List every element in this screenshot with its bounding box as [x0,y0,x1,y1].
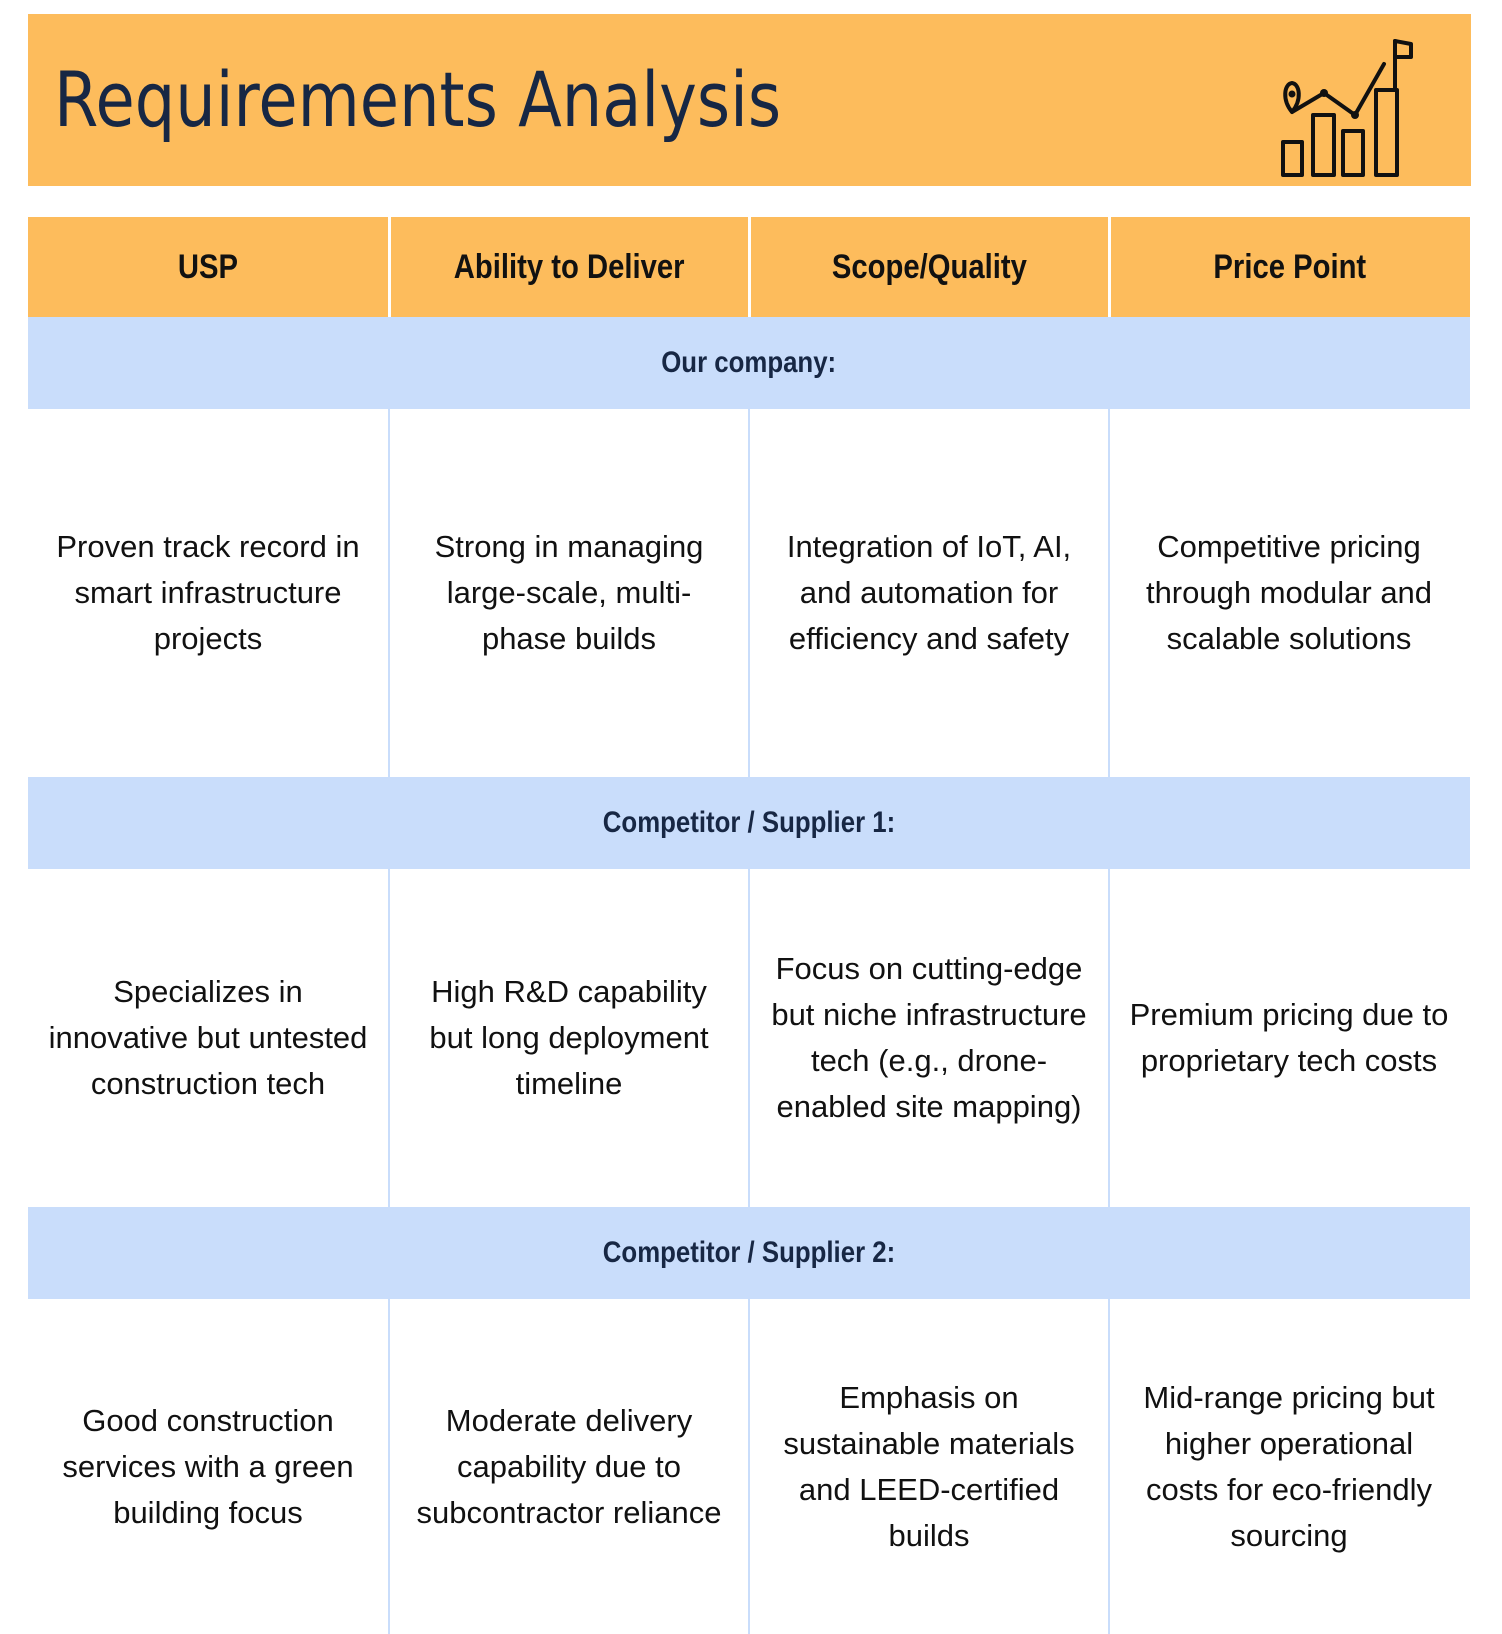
section-header-our-company: Our company: [28,317,1470,409]
column-header-row [28,217,1470,317]
table-row-our-company [28,409,1470,777]
growth-chart-icon [1280,38,1430,178]
column-header-ability-to-deliver: Ability to Deliver [388,217,748,317]
page-title: Requirements Analysis [54,55,782,144]
section-header-competitor-2: Competitor / Supplier 2: [28,1207,1470,1299]
table-cell: Emphasis on sustainable materials and LEED-certified builds [748,1299,1108,1634]
title-banner [28,14,1471,186]
table-cell: Competitive pricing through modular and scalable solutions [1108,409,1468,777]
table-row-competitor-2 [28,1299,1470,1634]
table-cell: Good construction services with a green building focus [62,1402,354,1530]
table-cell: Mid-range pricing but higher operational costs for eco-friendly sourcing [1108,1299,1468,1634]
table-cell: Strong in managing large-scale, multi-phase builds [388,409,748,777]
table-cell: Integration of IoT, AI, and automation for efficiency and safety [748,409,1108,777]
column-header-price-point: Price Point [1108,217,1468,317]
section-header-competitor-1: Competitor / Supplier 1: [28,777,1470,869]
table-cell: Proven track record in smart infrastructure projects [56,529,360,656]
table-row-competitor-1 [28,869,1470,1207]
column-header-usp: USP [177,247,239,286]
table-cell: Focus on cutting-edge but niche infrastructure tech (e.g., drone-enabled site mapping) [748,869,1108,1207]
column-header-scope-quality: Scope/Quality [748,217,1108,317]
table-cell: Moderate delivery capability due to subcontractor reliance [388,1299,748,1634]
table-cell: Premium pricing due to proprietary tech costs [1108,869,1468,1207]
table-cell: Specializes in innovative but untested construction tech [48,974,368,1101]
table-cell: High R&D capability but long deployment timeline [388,869,748,1207]
